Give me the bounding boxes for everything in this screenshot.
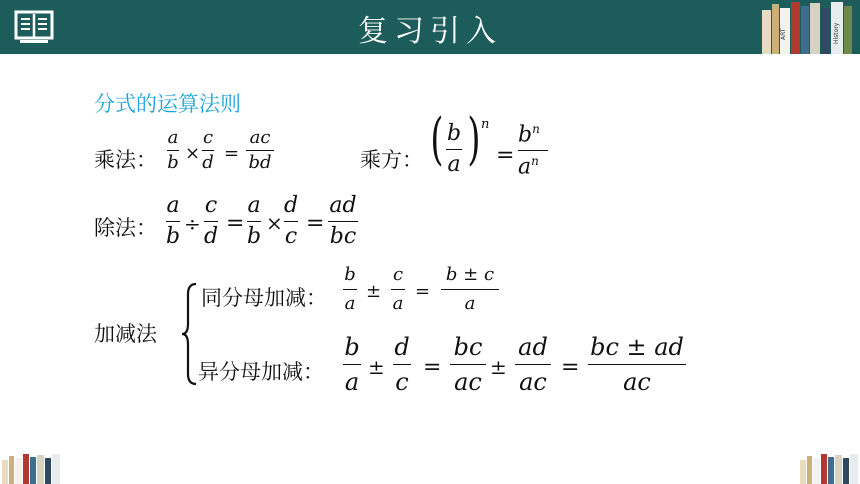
fraction-b-over-a: b a (344, 333, 360, 396)
equals-sign: = (306, 211, 325, 236)
fraction-c-over-d: c d (202, 127, 214, 173)
power-label: 乘方： (360, 148, 423, 172)
fraction-c-over-d: c d (204, 193, 219, 249)
right-paren: ) (467, 107, 481, 172)
fraction-ad-over-bc: ad bc (329, 193, 357, 249)
fraction-bc-over-ac: bc ac (450, 335, 486, 394)
fraction-ac-over-bd: ac bd (246, 129, 274, 172)
equals-sign: = (496, 143, 515, 168)
fraction-bn-over-an: $b^n$ $a^n$ (518, 123, 548, 179)
fraction-bc-pm-ad-over-ac: bc ± ad ac (588, 335, 686, 394)
equals-sign: = (415, 281, 431, 302)
divide-label: 除法： (94, 216, 157, 240)
times-sign: × (185, 143, 201, 164)
times-sign: × (266, 211, 283, 235)
plusminus-sign: ± (490, 355, 507, 379)
books-stack-icon (0, 450, 66, 484)
svg-text:ART: ART (780, 28, 787, 40)
equals-sign: = (423, 355, 442, 380)
fraction-b-over-a: b a (344, 264, 356, 314)
fraction-c-over-a: c a (392, 264, 404, 314)
different-denominator-label: 异分母加减： (198, 360, 324, 384)
header-bar (0, 0, 860, 54)
page-title: 复习引入 (358, 14, 502, 49)
left-brace-icon (180, 282, 200, 386)
plusminus-sign: ± (368, 355, 385, 379)
multiply-label: 乘法： (94, 148, 157, 172)
divide-sign: ÷ (184, 212, 201, 236)
addsub-label: 加减法 (94, 322, 157, 346)
plusminus-sign: ± (366, 281, 382, 302)
fraction-ad-over-ac: ad ac (515, 335, 551, 394)
books-stack-icon (798, 450, 860, 484)
fraction-a-over-b: a b (247, 193, 262, 249)
equals-sign: = (561, 355, 580, 380)
fraction-d-over-c: d c (284, 193, 299, 249)
fraction-a-over-b: a b (167, 127, 179, 173)
fraction-b-pm-c-over-a: b ± c a (441, 266, 499, 313)
fraction-a-over-b: a b (166, 193, 181, 249)
books-stack-icon (752, 0, 860, 54)
equals-sign: = (226, 211, 245, 236)
svg-text:History: History (833, 22, 840, 44)
exponent-n: n (481, 117, 490, 132)
left-paren: ( (430, 107, 444, 172)
fraction-b-over-a: b a (446, 121, 462, 177)
same-denominator-label: 同分母加减： (201, 286, 327, 310)
fraction-d-over-c: d c (394, 333, 410, 396)
section-title: 分式的运算法则 (94, 92, 241, 116)
equals-sign: = (224, 143, 240, 164)
